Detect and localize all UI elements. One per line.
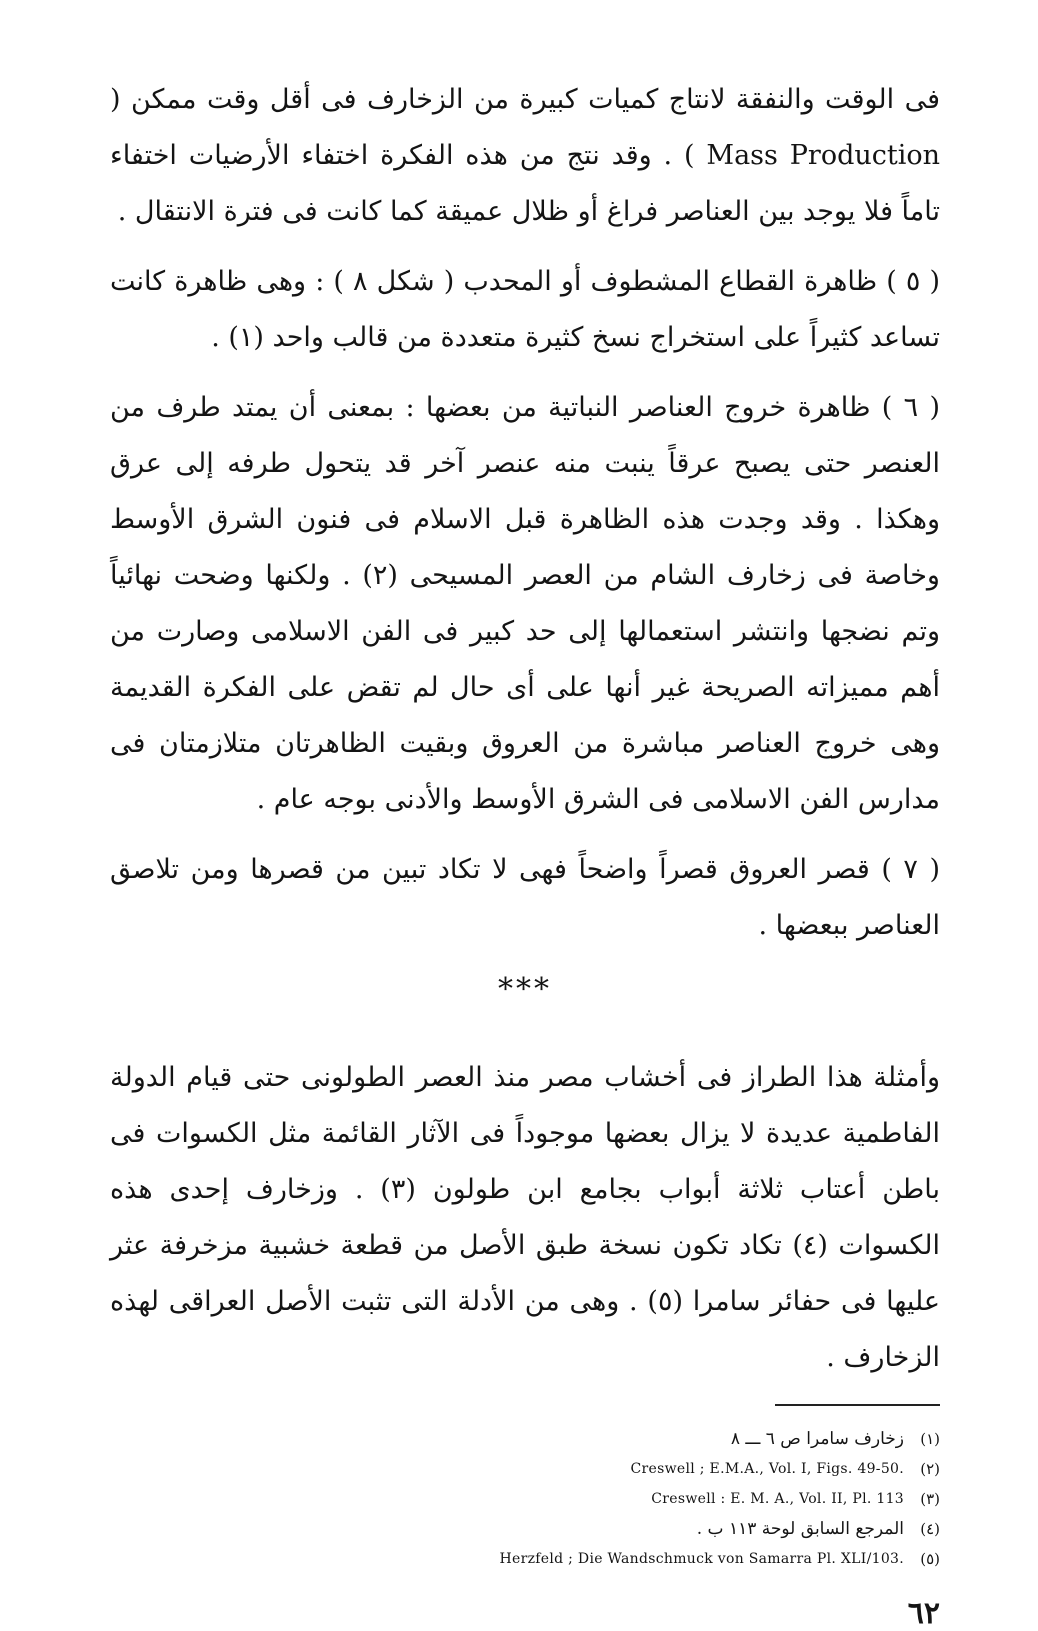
footnote-5 [110,1544,940,1574]
footnotes [110,1424,940,1574]
footnote-number: (٥) [920,1550,940,1568]
footnote-number: (٢) [920,1460,940,1478]
page-number: ٦٢ [907,1596,940,1631]
document-page [110,60,941,1631]
footnote-1 [110,1424,940,1454]
paragraph-point-7: ( ٧ ) قصر العروق قصراً واضحاً فهى لا تكاد تبين من قصرها ومن تلاصق العناصر ببعضها . [110,854,940,941]
footnote-text: Creswell : E. M. A., Vol. II, Pl. 113 [651,1491,904,1507]
footnote-number: (١) [920,1430,940,1448]
paragraph-1: فى الوقت والنفقة لانتاج كميات كبيرة من الزخارف فى أقل وقت ممكن ( Mass Production ) . وقد نتج من هذه الفكرة اختفاء الأرضيات اختفاء تاماً فلا يوجد بين العناصر فراغ أو ظلال عميقة كما كانت فى فترة الانتقال . [110,84,940,227]
footnote-3 [110,1484,940,1514]
paragraph-point-6: ( ٦ ) ظاهرة خروج العناصر النباتية من بعضها : بمعنى أن يمتد طرف من العنصر حتى يصبح عرقاً ينبت منه عنصر آخر قد يتحول طرفه إلى عرق وهكذا . وقد وجدت هذه الظاهرة قبل الاسلام فى فنون الشرق الأوسط وخاصة فى زخارف الشام من العصر المسيحى (٢) . ولكنها وضحت نهائياً وتم نضجها وانتشر استعمالها إلى حد كبير فى الفن الاسلامى وصارت من أهم مميزاته الصريحة غير أنها على أى حال لم تقض على الفكرة القديمة وهى خروج العناصر مباشرة من العروق وبقيت الظاهرتان متلازمتان فى مدارس الفن الاسلامى فى الشرق الأوسط والأدنى بوجه عام . [110,392,940,815]
footnote-text: Creswell ; E.M.A., Vol. I, Figs. 49-50. [630,1461,904,1477]
paragraph-point-5: ( ٥ ) ظاهرة القطاع المشطوف أو المحدب ( شكل ٨ ) : وهى ظاهرة كانت تساعد كثيراً على استخراج نسخ كثيرة متعددة من قالب واحد (١) . [110,266,940,353]
footnote-text: زخارف سامرا ص ٦ ـــ ٨ [730,1429,904,1449]
paragraph-examples: وأمثلة هذا الطراز فى أخشاب مصر منذ العصر الطولونى حتى قيام الدولة الفاطمية عديدة لا يزال بعضها موجوداً فى الآثار القائمة مثل الكسوات فى باطن أعتاب ثلاثة أبواب بجامع ابن طولون (٣) . وزخارف إحدى هذه الكسوات (٤) تكاد تكون نسخة طبق الأصل من قطعة خشبية مزخرفة عثر عليها فى حفائر سامرا (٥) . وهى من الأدلة التى تثبت الأصل العراقى لهذه الزخارف . [110,1062,941,1373]
footnote-number: (٣) [920,1490,940,1508]
footnote-text: Herzfeld ; Die Wandschmuck von Samarra Pl. XLI/103. [499,1551,904,1567]
footnote-divider [775,1404,940,1406]
footnote-2 [110,1454,940,1484]
spacer [110,1010,940,1050]
footnote-4 [110,1514,940,1544]
section-separator: *** [498,972,552,1007]
footnote-number: (٤) [920,1520,940,1538]
footnote-text: المرجع السابق لوحة ١١٣ ب . [696,1519,904,1539]
